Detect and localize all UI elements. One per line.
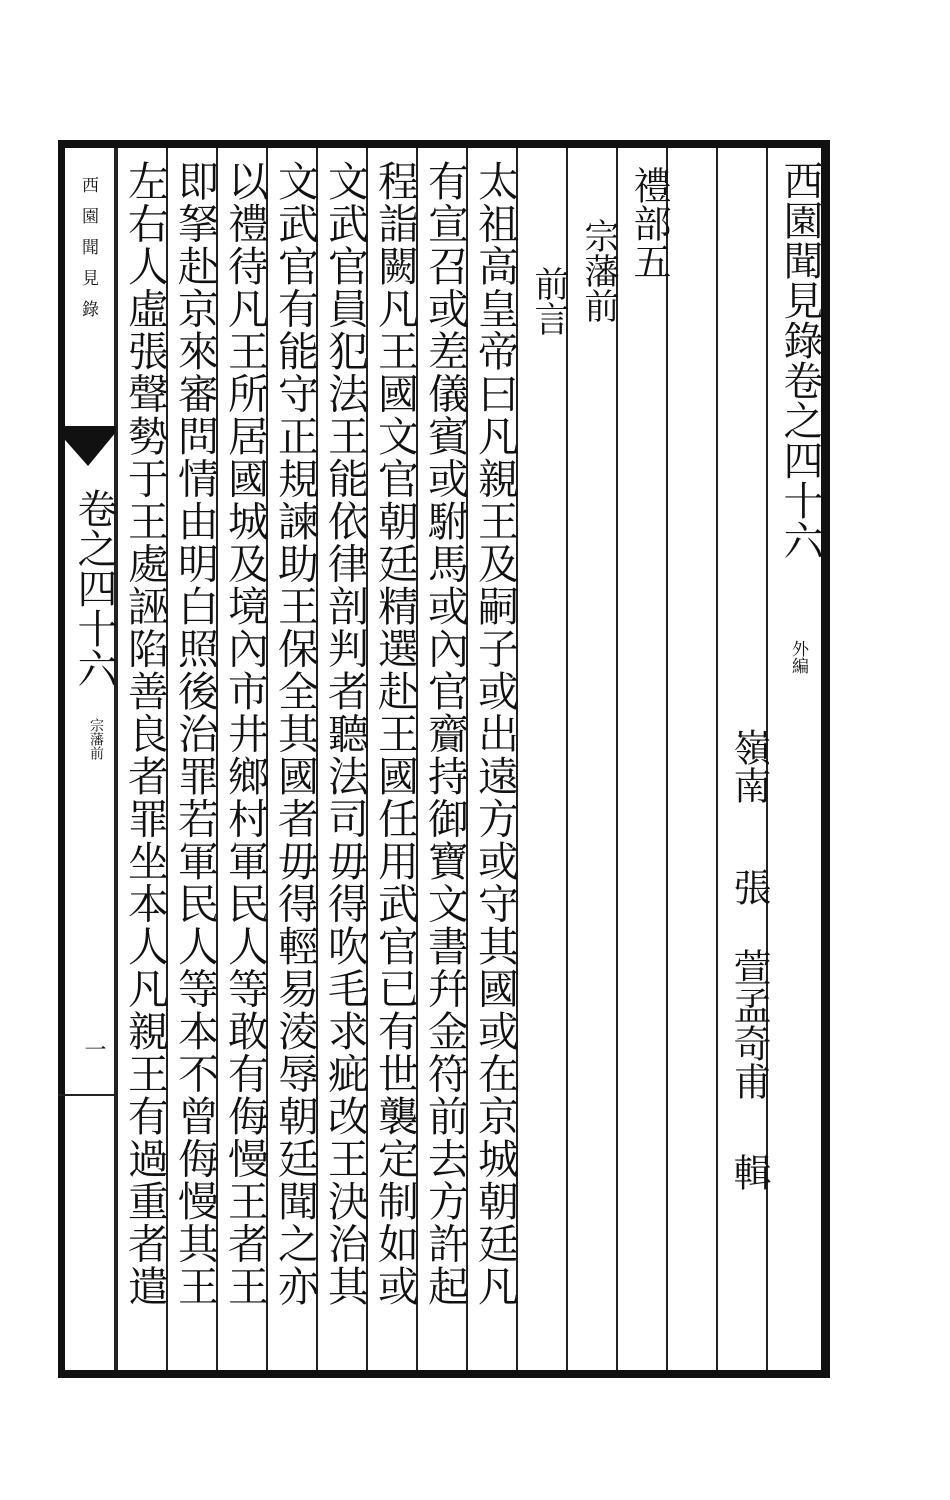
volume-title: 西園聞見錄卷之四十六 — [777, 160, 823, 560]
subsection-column — [568, 148, 619, 1370]
body-column-6 — [218, 148, 269, 1370]
gutter-book-title: 西園聞見錄 — [78, 176, 98, 331]
body-line: 以禮待凡王所居國城及境內市井鄉村軍民人等敢有侮慢王者王 — [221, 160, 269, 1308]
author-surname: 張 — [727, 868, 771, 906]
body-line: 太祖高皇帝曰凡親王及嗣子或出遠方或守其國或在京城朝廷凡 — [471, 160, 519, 1308]
body-line: 文武官有能守正規諫助王保全其國者毋得輕易淩辱朝廷聞之亦 — [271, 160, 319, 1308]
fishtail-mark-icon — [58, 426, 116, 472]
gutter-volume: 卷之四十六 — [71, 488, 117, 688]
heading-text: 前言 — [529, 266, 569, 336]
body-column-3 — [368, 148, 419, 1370]
frame-bottom-border — [58, 1370, 830, 1378]
author-name: 萱孟奇甫 — [727, 948, 771, 1100]
title-note: 外編 — [788, 640, 808, 674]
gutter-section: 宗藩前 — [88, 718, 104, 760]
body-column-4 — [318, 148, 369, 1370]
body-line: 程詣闕凡王國文官朝廷精選赴王國任用武官已有世襲定制如或 — [371, 160, 419, 1308]
author-column — [718, 148, 771, 1370]
gutter-tick — [58, 1094, 116, 1096]
body-column-2 — [418, 148, 469, 1370]
body-line: 即拏赴京來審問情由明白照後治罪若軍民人等本不曾侮慢其王 — [171, 160, 219, 1308]
author-role: 輯 — [727, 1153, 771, 1191]
body-line: 有宣召或差儀賓或駙馬或內官齎持御寶文書幷金符前去方許起 — [421, 160, 469, 1308]
body-column-5 — [268, 148, 319, 1370]
gutter-right-border — [114, 148, 116, 1370]
column-rule — [666, 148, 668, 1370]
gutter-left-border — [58, 148, 65, 1370]
heading-column — [518, 148, 569, 1370]
subsection-title: 宗藩前 — [579, 218, 619, 323]
body-line: 文武官員犯法王能依律剖判者聽法司毋得吹毛求疵改王決治其 — [321, 160, 369, 1308]
block-gutter — [58, 148, 116, 1370]
section-column — [618, 148, 671, 1370]
section-title: 禮部五 — [627, 166, 671, 280]
body-column-7 — [168, 148, 219, 1370]
author-origin: 嶺南 — [727, 728, 771, 804]
body-column-8 — [118, 148, 169, 1370]
body-line: 左右人虛張聲勢于王處誣陷善良者罪坐本人凡親王有過重者遣 — [121, 160, 169, 1308]
frame-top-border — [58, 140, 830, 148]
body-column-1 — [468, 148, 519, 1370]
gutter-page-number: 一 — [81, 1038, 106, 1060]
